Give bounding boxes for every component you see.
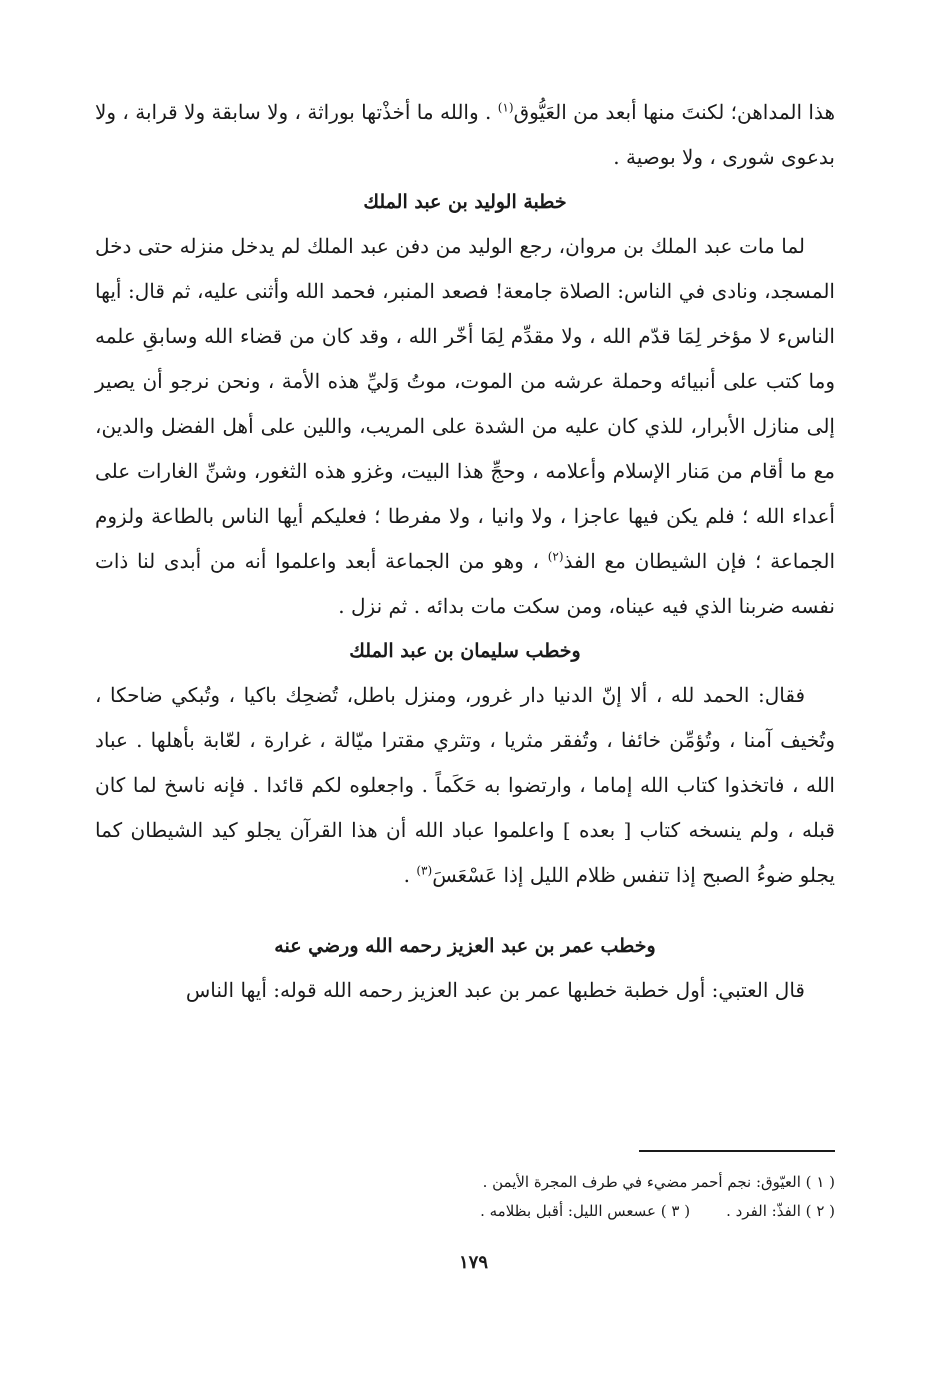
footnote-mark-2: (٢) (547, 549, 564, 564)
paragraph-2-continuation: ، وهو من الجماعة أبعد واعلموا أنه من أبدى لنا ذات نفسه ضربنا الذي فيه عيناه، ومن سكت مات بدائه . ثم نزل . (95, 549, 835, 618)
paragraph-3-text: فقال: الحمد لله ، ألا إنّ الدنيا دار غرور، ومنزل باطل، تُضحِك باكيا ، وتُبكي ضاحكا ، وتُخيف آمنا ، وتُؤمِّن خائفا ، وتُفقر مثريا ، وتثري مقترا ميّالة ، غرارة ، لعّابة بأهلها . عباد الله ، فاتخذوا كتاب الله إماما ، وارتضوا به حَكَماً . واجعلوه لكم قائدا . فإنه ناسخ لما كان قبله ، ولم ينسخه كتاب [ بعده ] واعلموا عباد الله أن هذا القرآن يجلو كيد الشيطان كما يجلو ضوءُ الصبح إذا تنفس ظلام الليل إذا عَسْعَسَ (95, 683, 835, 887)
heading-walid-speech: خطبة الوليد بن عبد الملك (363, 191, 567, 213)
footnote-row-2 (235, 1197, 835, 1226)
paragraph-3 (95, 673, 835, 898)
footnote-mark-3: (٣) (416, 863, 433, 878)
footnotes (235, 1168, 835, 1226)
footnote-3: ( ٣ ) عسعس الليل: أقبل بظلامه . (480, 1202, 691, 1220)
paragraph-3-continuation: . (403, 863, 410, 887)
paragraph-1-text: هذا المداهن؛ لكنتَ منها أبعد من العَيُّوق (513, 100, 836, 124)
page-number: ١٧٩ (458, 1252, 488, 1273)
heading-sulayman-speech: وخطب سليمان بن عبد الملك (349, 640, 581, 662)
paragraph-1-continuation: . والله ما أخذْتها بوراثة ، ولا سابقة ولا قرابة ، ولا بدعوى شورى ، ولا بوصية . (95, 100, 835, 169)
heading-umar-speech: وخطب عمر بن عبد العزيز رحمه الله ورضي عنه (274, 935, 656, 957)
paragraph-2-text: لما مات عبد الملك بن مروان، رجع الوليد من دفن عبد الملك لم يدخل منزله حتى دخل المسجد، ونادى في الناس: الصلاة جامعة! فصعد المنبر، فحمد الله وأثنى عليه، ثم قال: أيها الناسء لا مؤخر لِمَا قدّم الله ، ولا مقدِّم لِمَا أخّر الله ، وقد كان من قضاء الله وسابقِ علمه وما كتب على أنبيائه وحملة عرشه من الموت، موتُ وَليِّ هذه الأمة ، ونحن نرجو أن يصير إلى منازل الأبرار، للذي كان عليه من الشدة على المريب، واللين على أهل الفضل والدين، مع ما أقام من مَنار الإسلام وأعلامه ، وحجِّ هذا البيت، وغزو هذه الثغور، وشنِّ الغارات على أعداء الله ؛ فلم يكن فيها عاجزا ، ولا وانيا ، ولا مفرطا ؛ فعليكم أيها الناس بالطاعة ولزوم الجماعة ؛ فإن الشيطان مع الفذ (95, 234, 835, 573)
page-body (95, 90, 835, 1013)
footnote-2: ( ٢ ) الفذّ: الفرد . (726, 1202, 835, 1220)
footnote-1: ( ١ ) العيّوق: نجم أحمر مضيء في طرف المجرة الأيمن . (482, 1173, 835, 1191)
paragraph-2 (95, 224, 835, 629)
paragraph-1 (95, 90, 835, 180)
paragraph-4: قال العتبي: أول خطبة خطبها عمر بن عبد العزيز رحمه الله قوله: أيها الناس (185, 978, 805, 1002)
footnote-divider (639, 1150, 835, 1152)
footnote-mark-1: (١) (497, 100, 514, 115)
